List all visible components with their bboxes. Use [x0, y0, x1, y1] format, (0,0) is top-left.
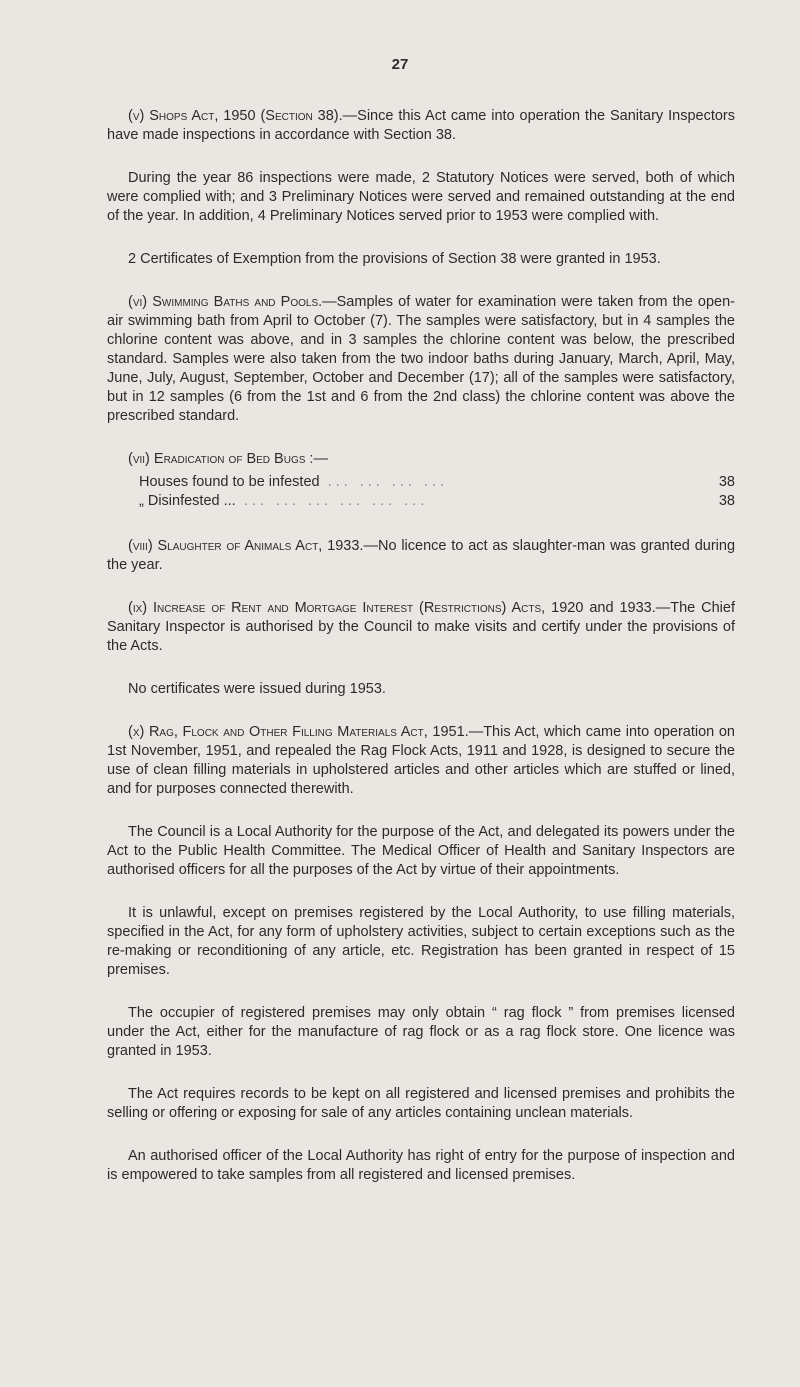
officer-paragraph: An authorised officer of the Local Authority has right of entry for the purpose of inspection and is empowered to take samples from all registered and licensed premises. [107, 1148, 735, 1183]
leader-dots: ... ... ... ... ... ... [243, 493, 429, 509]
certificates-paragraph: 2 Certificates of Exemption from the provisions of Section 38 were granted in 1953. [128, 251, 661, 267]
slaughter-text: —No licence to act as slaughter-man was granted during the year. [107, 538, 736, 573]
row-label: „ Disinfested ... [139, 493, 236, 509]
leader-dots: ... ... ... ... [327, 474, 449, 490]
swimming-baths-text: —Samples of water for examination were taken from the open-air swimming bath from April to October (7). The samples were satisfactory, but in 4 samples the chlorine content was above, and in 3 samples the chlorine content was below, the prescribed standard. Samples were also taken from the two indoor baths during January, March, April, May, June, July, August, September, October and December (17); all of the samples were satisfactory, but in 12 samples (6 from the 1st and 6 from the 2nd class) the chlorine content was above the prescribed standard. [107, 294, 735, 424]
swimming-baths-paragraph [107, 293, 735, 426]
shops-act-heading: (v) Shops Act, 1950 (Section 38). [128, 108, 343, 124]
rent-acts-text: 1920 and 1933.—The Chief Sanitary Inspector is authorised by the Council to make visits and certify under the provisions of the Acts. [107, 600, 735, 654]
row-value: 38 [718, 474, 735, 490]
list-item [107, 473, 735, 492]
inspections-paragraph: During the year 86 inspections were made, 2 Statutory Notices were served, both of which were complied with; and 3 Preliminary Notices were served and remained outstanding at the end of the year. In addition, 4 Preliminary Notices served prior to 1953 were complied with. [107, 170, 735, 224]
no-certificates-paragraph: No certificates were issued during 1953. [128, 681, 386, 697]
unlawful-paragraph: It is unlawful, except on premises registered by the Local Authority, to use filling materials, specified in the Act, for any form of upholstery activities, subject to certain exceptions such as the re-making or reconditioning of any article, etc. Registration has been granted in respect of 15 premises. [107, 905, 735, 978]
list-item [107, 492, 735, 511]
slaughter-heading: (viii) Slaughter of Animals Act, 1933. [128, 538, 364, 554]
rag-flock-paragraph [107, 723, 735, 799]
shops-act-paragraph [107, 107, 735, 145]
records-paragraph: The Act requires records to be kept on all registered and licensed premises and prohibits the selling or offering or exposing for sale of any articles containing unclean materials. [107, 1086, 735, 1121]
council-paragraph: The Council is a Local Authority for the purpose of the Act, and delegated its powers under the Act to the Public Health Committee. The Medical Officer of Health and Sanitary Inspectors are authorised officers for all the purposes of the Act by virtue of their appointments. [107, 824, 735, 878]
slaughter-paragraph [107, 537, 735, 575]
shops-act-text: —Since this Act came into operation the Sanitary Inspectors have made inspections in accordance with Section 38. [107, 108, 735, 143]
rent-acts-paragraph [107, 599, 735, 656]
row-label: Houses found to be infested [139, 474, 320, 490]
bed-bugs-heading: (vii) Eradication of Bed Bugs :— [128, 451, 328, 467]
swimming-baths-heading: (vi) Swimming Baths and Pools. [128, 294, 323, 310]
row-value: 38 [718, 493, 735, 509]
rag-flock-heading: (x) Rag, Flock and Other Filling Materials Act, 1951. [128, 724, 469, 740]
occupier-paragraph: The occupier of registered premises may only obtain “ rag flock ” from premises licensed under the Act, either for the manufacture of rag flock or as a rag flock store. One licence was granted in 1953. [107, 1005, 735, 1059]
rent-acts-heading: (ix) Increase of Rent and Mortgage Interest (Restrictions) Acts, [128, 600, 546, 616]
body-text [107, 107, 735, 1209]
page-number: 27 [391, 56, 409, 73]
rag-flock-text: —This Act, which came into operation on 1st November, 1951, and repealed the Rag Flock Acts, 1911 and 1928, is designed to secure the use of clean filling materials in upholstered articles and other articles which are stuffed or lined, and for purposes connected therewith. [107, 724, 735, 797]
bed-bugs-list [107, 473, 735, 511]
